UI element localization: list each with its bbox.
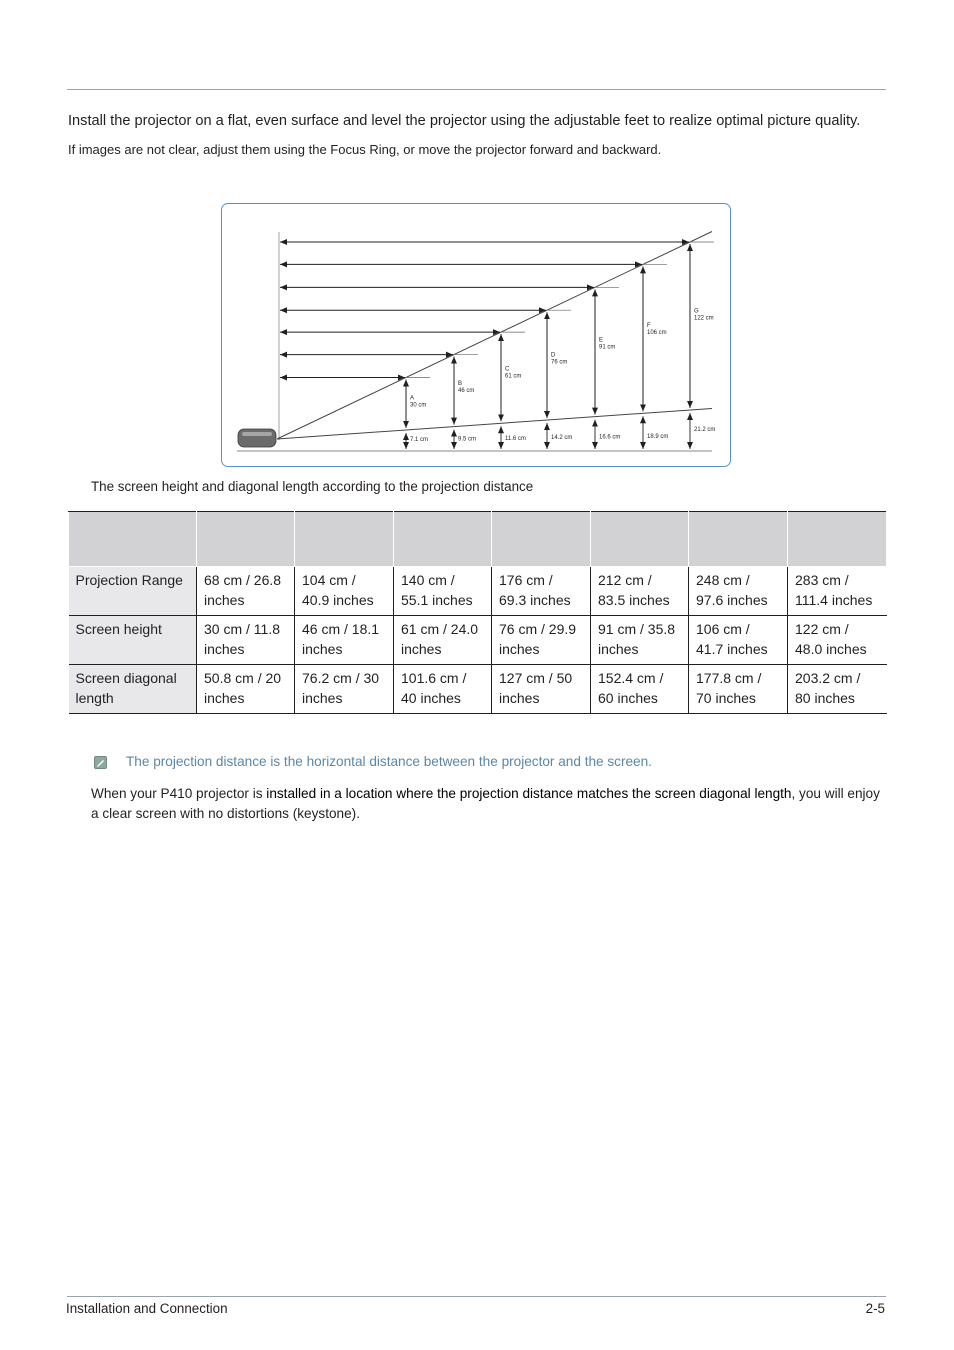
screen-letter: G xyxy=(694,308,699,315)
intro-line-1: Install the projector on a flat, even surface and level the projector using the adjustable feet to realize optimal picture quality. xyxy=(68,113,861,129)
screen-height-label: 76 cm xyxy=(551,359,568,366)
screen-height-label: 91 cm xyxy=(599,344,616,351)
top-rule xyxy=(67,89,886,90)
screen-letter: C xyxy=(505,366,510,373)
paragraph-after: , you will enjoy a clear screen with no distortions (keystone). xyxy=(91,786,880,821)
table-row xyxy=(69,567,887,616)
screen-height-label: 30 cm xyxy=(410,402,427,409)
row-label: Screen height xyxy=(69,616,197,665)
header-cell xyxy=(394,512,492,567)
offset-label: 9.5 cm xyxy=(458,436,477,443)
offset-label: 21.2 cm xyxy=(694,427,716,433)
projection-diagram xyxy=(221,203,731,467)
header-cell xyxy=(69,512,197,567)
header-cell xyxy=(492,512,591,567)
screen-height-label: 61 cm xyxy=(505,373,522,380)
table-cell: 212 cm / 83.5 inches xyxy=(591,567,689,616)
offset-label: 18.9 cm xyxy=(647,434,669,440)
note-icon xyxy=(94,756,107,769)
projector-body xyxy=(238,429,276,447)
projector-highlight xyxy=(242,432,272,436)
offset-label: 7.1 cm xyxy=(410,437,429,443)
screen-letter: A xyxy=(410,395,415,402)
footer-page-number: 2-5 xyxy=(865,1301,885,1316)
offset-label: 16.6 cm xyxy=(599,434,621,441)
table-caption: The screen height and diagonal length according to the projection distance xyxy=(91,479,534,494)
screen-letter: D xyxy=(551,352,556,359)
screen-height-label: 122 cm xyxy=(694,315,714,322)
screen-height-label: 106 cm xyxy=(647,329,667,336)
footer-section-title: Installation and Connection xyxy=(66,1301,228,1316)
table-cell: 127 cm / 50 inches xyxy=(492,665,591,714)
table-row xyxy=(69,616,887,665)
table-cell: 76 cm / 29.9 inches xyxy=(492,616,591,665)
header-cell xyxy=(689,512,788,567)
note-text: The projection distance is the horizontal distance between the projector and the screen. xyxy=(126,754,652,769)
table-cell: 61 cm / 24.0 inches xyxy=(394,616,492,665)
table-cell: 91 cm / 35.8 inches xyxy=(591,616,689,665)
header-cell xyxy=(788,512,887,567)
table-cell: 177.8 cm / 70 inches xyxy=(689,665,788,714)
table-cell: 101.6 cm / 40 inches xyxy=(394,665,492,714)
table-cell: 50.8 cm / 20 inches xyxy=(197,665,295,714)
screen-letter: B xyxy=(458,380,463,387)
row-label: Projection Range xyxy=(69,567,197,616)
table-cell: 248 cm / 97.6 inches xyxy=(689,567,788,616)
table-cell: 46 cm / 18.1 inches xyxy=(295,616,394,665)
paragraph-highlight: installed in a location where the projection distance matches the screen diagonal length xyxy=(266,786,792,801)
table-cell: 140 cm / 55.1 inches xyxy=(394,567,492,616)
table-cell: 104 cm / 40.9 inches xyxy=(295,567,394,616)
screen-letter: F xyxy=(647,322,651,329)
table-cell: 152.4 cm / 60 inches xyxy=(591,665,689,714)
header-cell xyxy=(295,512,394,567)
table-cell: 203.2 cm / 80 inches xyxy=(788,665,887,714)
table-row xyxy=(69,665,887,714)
bottom-rule xyxy=(67,1296,886,1297)
row-label: Screen diagonal length xyxy=(69,665,197,714)
header-cell xyxy=(591,512,689,567)
offset-label: 11.6 cm xyxy=(505,435,526,442)
table-cell: 76.2 cm / 30 inches xyxy=(295,665,394,714)
screen-letter: E xyxy=(599,337,604,344)
intro-line-2: If images are not clear, adjust them using the Focus Ring, or move the projector forward and backward. xyxy=(68,142,662,157)
projection-table xyxy=(68,511,887,714)
table-cell: 106 cm / 41.7 inches xyxy=(689,616,788,665)
table-cell: 30 cm / 11.8 inches xyxy=(197,616,295,665)
table-cell: 176 cm / 69.3 inches xyxy=(492,567,591,616)
table-cell: 122 cm / 48.0 inches xyxy=(788,616,887,665)
screen-height-label: 46 cm xyxy=(458,387,475,394)
table-cell: 283 cm / 111.4 inches xyxy=(788,567,887,616)
table-cell: 68 cm / 26.8 inches xyxy=(197,567,295,616)
table-header-row xyxy=(69,512,887,567)
paragraph-before: When your P410 projector is xyxy=(91,786,267,801)
header-cell xyxy=(197,512,295,567)
diagram-canvas xyxy=(222,204,732,468)
offset-label: 14.2 cm xyxy=(551,435,573,442)
info-paragraph xyxy=(91,784,891,823)
